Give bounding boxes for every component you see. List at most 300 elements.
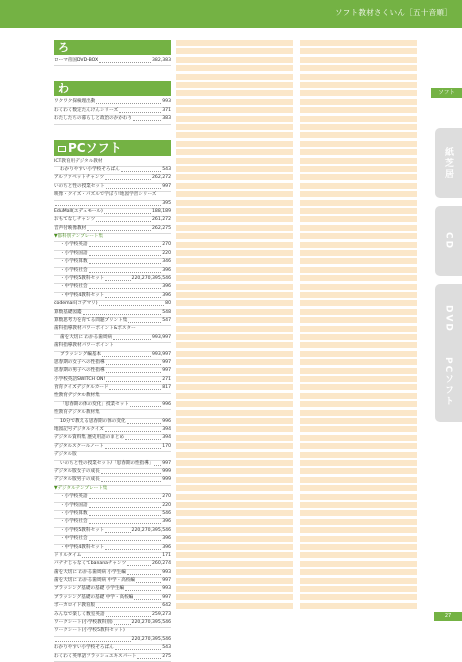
empty-row xyxy=(300,460,417,466)
index-page-ref: 275 xyxy=(162,653,171,659)
empty-row xyxy=(300,334,417,340)
empty-row xyxy=(176,452,293,458)
index-page-ref: 395 xyxy=(162,200,171,206)
index-title: ・中学校4教科セット xyxy=(60,544,105,550)
index-title: ICT教育用デジタル教材 xyxy=(54,158,103,164)
index-page-ref: 396 xyxy=(162,544,171,550)
index-title: バナナじゃなくてbananaチャンツ xyxy=(54,561,127,567)
index-title: 映像・クイズ・パズルで学ぼう!地図学習シリーズ xyxy=(54,192,157,198)
index-title: ・小学校算数 xyxy=(60,510,88,516)
index-page-ref: 997 xyxy=(162,578,171,584)
index-page-ref: 997 xyxy=(162,594,171,600)
empty-row xyxy=(176,502,293,508)
empty-row xyxy=(176,40,293,46)
index-title: わたしたちの暮らしと政治のかかわり xyxy=(54,116,133,122)
empty-row xyxy=(176,225,293,231)
leader-dots xyxy=(106,364,162,365)
empty-row xyxy=(176,586,293,592)
leader-dots xyxy=(105,549,161,550)
page-number: 27 xyxy=(434,612,462,621)
index-page-ref: 993 xyxy=(162,99,171,105)
empty-row xyxy=(176,485,293,491)
empty-row xyxy=(176,494,293,500)
empty-row xyxy=(176,166,293,172)
index-title: 算数基礎図鑑 xyxy=(54,309,82,315)
empty-row xyxy=(176,250,293,256)
index-page-ref: 396 xyxy=(162,267,171,273)
index-title: おもてなしチャンツ xyxy=(54,217,96,223)
empty-row xyxy=(176,82,293,88)
leader-dots xyxy=(89,263,162,264)
empty-row xyxy=(176,468,293,474)
leader-dots xyxy=(106,372,162,373)
empty-row xyxy=(176,174,293,180)
index-column xyxy=(54,40,171,662)
empty-row xyxy=(300,74,417,80)
empty-row xyxy=(300,351,417,357)
empty-row xyxy=(300,200,417,206)
index-title: ワークシート(小学校5教科セット) xyxy=(54,628,125,634)
empty-row xyxy=(300,116,417,122)
empty-row xyxy=(300,536,417,542)
empty-row xyxy=(300,401,417,407)
tab-soft-label: ソフト xyxy=(431,88,462,98)
empty-row xyxy=(176,208,293,214)
tab-kamishibai[interactable]: 紙芝居 xyxy=(435,128,462,198)
empty-column-2 xyxy=(300,40,417,612)
leader-dots xyxy=(119,112,161,113)
leader-dots xyxy=(137,658,161,659)
empty-row xyxy=(300,309,417,315)
leader-dots xyxy=(89,288,162,289)
empty-row xyxy=(176,65,293,71)
empty-row xyxy=(300,594,417,600)
index-title: ・小学校国語 xyxy=(60,502,88,508)
index-page-ref: 396 xyxy=(162,519,171,525)
index-title: みんなで楽しく数室英語 xyxy=(54,611,105,617)
page-title: ソフト教材さくいん［五十音順］ xyxy=(335,8,452,17)
empty-row xyxy=(176,544,293,550)
empty-row xyxy=(300,65,417,71)
index-row xyxy=(54,116,171,124)
empty-row xyxy=(300,208,417,214)
index-title: 思春期の男子への性指導 xyxy=(54,368,105,374)
tab-cd[interactable]: CD xyxy=(435,206,462,276)
index-page-ref: 271 xyxy=(162,376,171,382)
empty-row xyxy=(176,149,293,155)
empty-row xyxy=(176,57,293,63)
index-title: 音声付映像教材 xyxy=(54,225,87,231)
tab-pc-soft[interactable]: PCソフト xyxy=(435,342,462,422)
empty-row xyxy=(300,426,417,432)
empty-row xyxy=(176,359,293,365)
index-title: codemari(コデマリ) xyxy=(54,301,98,307)
leader-dots xyxy=(154,465,161,466)
empty-row xyxy=(176,183,293,189)
empty-row xyxy=(300,82,417,88)
empty-row xyxy=(300,410,417,416)
index-page-ref: 270 xyxy=(162,494,171,500)
index-page-ref: 220 xyxy=(162,250,171,256)
tab-dvd[interactable]: DVD xyxy=(435,284,462,354)
empty-row xyxy=(176,242,293,248)
empty-row xyxy=(300,275,417,281)
empty-row xyxy=(300,166,417,172)
index-page-ref: 371 xyxy=(162,107,171,113)
index-page-ref: 396 xyxy=(162,292,171,298)
index-title: 性教育デジタル教材集 xyxy=(54,410,100,416)
index-page-ref: 999 xyxy=(162,469,171,474)
empty-row xyxy=(300,519,417,525)
leader-dots xyxy=(96,221,151,222)
leader-dots xyxy=(83,314,162,315)
empty-row xyxy=(176,594,293,600)
index-page-ref: 220,270,395,546 xyxy=(131,636,171,642)
empty-row xyxy=(176,426,293,432)
index-page-ref: 543 xyxy=(162,645,171,651)
index-title: ▼デジタルテンプレート集 xyxy=(54,485,108,491)
empty-row xyxy=(176,267,293,273)
index-page-ref: 993 xyxy=(162,569,171,575)
index-title: 性教育デジタル教材集 xyxy=(54,393,100,399)
index-title: 食育クイズデジタルカード xyxy=(54,385,109,391)
empty-row xyxy=(300,502,417,508)
index-page-ref: 999 xyxy=(162,477,171,483)
empty-row xyxy=(300,141,417,147)
index-page-ref: 220,270,395,546 xyxy=(131,527,171,533)
index-title: ブラッシング基礎の基礎 小学生編 xyxy=(54,586,125,592)
leader-dots xyxy=(55,205,161,206)
empty-row xyxy=(300,527,417,533)
index-title: いのちと性の授業セット xyxy=(54,183,105,189)
empty-row xyxy=(300,233,417,239)
index-title: ワークシート(小学校教科別) xyxy=(54,620,113,626)
leader-dots xyxy=(89,507,162,508)
empty-row xyxy=(300,158,417,164)
empty-row xyxy=(176,99,293,105)
empty-row xyxy=(176,216,293,222)
empty-row xyxy=(176,460,293,466)
empty-row xyxy=(300,418,417,424)
empty-row xyxy=(300,250,417,256)
index-page-ref: 996 xyxy=(162,418,171,424)
empty-row xyxy=(300,494,417,500)
index-page-ref: 817 xyxy=(162,385,171,391)
index-page-ref: 997 xyxy=(162,460,171,466)
leader-dots xyxy=(89,540,162,541)
leader-dots xyxy=(96,103,161,104)
empty-row xyxy=(300,107,417,113)
index-page-ref: 394 xyxy=(162,427,171,433)
index-title: ブラッシング編基本 xyxy=(60,351,102,357)
empty-row xyxy=(300,90,417,96)
empty-row xyxy=(300,468,417,474)
index-page-ref: 993,997 xyxy=(152,334,171,340)
index-title: ローマ帝国DVD-BOX xyxy=(54,57,99,63)
empty-row xyxy=(300,40,417,46)
leader-dots xyxy=(127,423,162,424)
index-title: デジタルスクールノート xyxy=(54,443,104,449)
leader-dots xyxy=(105,448,162,449)
empty-row xyxy=(176,326,293,332)
empty-row xyxy=(176,351,293,357)
section-heading-pc-label: PCソフト xyxy=(68,140,122,155)
empty-row xyxy=(300,124,417,130)
index-page-ref: 396 xyxy=(162,536,171,542)
index-title: ・小学校国語 xyxy=(60,250,88,256)
empty-row xyxy=(300,561,417,567)
empty-row xyxy=(300,174,417,180)
empty-row xyxy=(176,141,293,147)
empty-row xyxy=(176,578,293,584)
section-heading-ro: ろ xyxy=(54,40,171,55)
empty-row xyxy=(176,317,293,323)
leader-dots xyxy=(105,431,161,432)
empty-row xyxy=(176,292,293,298)
empty-row xyxy=(176,116,293,122)
index-title: ・中学校4教科セット xyxy=(60,292,105,298)
empty-row xyxy=(176,74,293,80)
empty-row xyxy=(176,275,293,281)
empty-row xyxy=(176,334,293,340)
index-page-ref: 642 xyxy=(162,603,171,609)
empty-row xyxy=(176,410,293,416)
empty-row xyxy=(300,284,417,290)
empty-row xyxy=(176,124,293,130)
empty-row xyxy=(300,569,417,575)
leader-dots xyxy=(89,523,162,524)
index-page-ref: 270 xyxy=(162,242,171,248)
index-title: ・中学校社会 xyxy=(60,284,88,290)
index-title: ブラッシング基礎の基礎 中学・高校編 xyxy=(54,594,134,600)
index-page-ref: 188,189 xyxy=(152,208,171,214)
empty-row xyxy=(300,183,417,189)
empty-row xyxy=(300,485,417,491)
empty-row xyxy=(300,384,417,390)
empty-row xyxy=(176,48,293,54)
index-title: ・小学校英語 xyxy=(60,242,88,248)
empty-row xyxy=(176,435,293,441)
index-title: 歯を大切に わかる歯周病 xyxy=(60,334,112,340)
empty-row xyxy=(176,158,293,164)
empty-row xyxy=(176,569,293,575)
leader-dots xyxy=(128,322,161,323)
empty-row xyxy=(300,317,417,323)
empty-row xyxy=(300,191,417,197)
empty-row xyxy=(300,326,417,332)
index-page-ref: 382,383 xyxy=(152,57,171,63)
index-page-ref: 346 xyxy=(162,259,171,265)
empty-row xyxy=(300,258,417,264)
empty-row xyxy=(300,443,417,449)
pc-icon xyxy=(58,146,66,152)
empty-row xyxy=(300,242,417,248)
index-title: ドリルタイム xyxy=(54,552,82,558)
index-title: わかりやすい小学校そろばん xyxy=(60,166,120,172)
empty-row xyxy=(300,149,417,155)
index-title: ・中学校社会 xyxy=(60,536,88,542)
index-title: わくわく英単語フラッシュエキスパート xyxy=(54,653,137,659)
index-page-ref: 547 xyxy=(162,317,171,323)
empty-row xyxy=(176,107,293,113)
empty-row xyxy=(176,552,293,558)
leader-dots xyxy=(102,356,151,357)
leader-dots xyxy=(89,255,162,256)
empty-row xyxy=(300,48,417,54)
index-title: ・小学校5教科セット xyxy=(60,527,105,533)
leader-dots xyxy=(105,179,151,180)
list-ro xyxy=(54,58,171,66)
index-page-ref: 220 xyxy=(162,502,171,508)
index-title: わかりやすい小学校そろばん xyxy=(54,645,114,651)
empty-row xyxy=(300,57,417,63)
empty-row xyxy=(176,603,293,609)
index-title: EduMall(エデュモール) xyxy=(54,208,103,214)
index-title: 10分で教える思春期の体の変化 xyxy=(60,418,126,424)
leader-dots xyxy=(125,439,161,440)
empty-row xyxy=(176,368,293,374)
empty-row xyxy=(176,284,293,290)
empty-row xyxy=(176,510,293,516)
section-heading-wa: わ xyxy=(54,81,171,96)
leader-dots xyxy=(99,62,151,63)
index-title: ・小学校算数 xyxy=(60,259,88,265)
index-row xyxy=(54,192,171,200)
index-page-ref: 993 xyxy=(162,586,171,592)
empty-row xyxy=(300,435,417,441)
leader-dots xyxy=(104,213,151,214)
empty-row xyxy=(300,477,417,483)
index-title: ボーカロイド教育版 xyxy=(54,603,96,609)
empty-row xyxy=(300,342,417,348)
leader-dots xyxy=(130,406,161,407)
index-title: ▼都科別テンプレート集 xyxy=(54,234,104,240)
leader-dots xyxy=(89,498,162,499)
index-page-ref: 993,997 xyxy=(152,351,171,357)
index-page-ref: 261,272 xyxy=(152,217,171,223)
index-page-ref: 546 xyxy=(162,510,171,516)
empty-row xyxy=(300,544,417,550)
empty-row xyxy=(300,376,417,382)
index-page-ref: 996 xyxy=(162,401,171,407)
empty-row xyxy=(176,233,293,239)
empty-row xyxy=(300,216,417,222)
section-heading-pc xyxy=(54,140,171,156)
empty-row xyxy=(300,393,417,399)
empty-row xyxy=(300,99,417,105)
index-row xyxy=(54,654,171,662)
index-page-ref: 259,273 xyxy=(152,611,171,617)
index-page-ref: 260,274 xyxy=(152,561,171,567)
index-title: ・小学校社会 xyxy=(60,267,88,273)
empty-row xyxy=(176,384,293,390)
empty-row xyxy=(176,191,293,197)
empty-row xyxy=(176,309,293,315)
index-page-ref: 220,270,395,546 xyxy=(131,620,171,626)
leader-dots xyxy=(125,590,161,591)
index-page-ref: 394 xyxy=(162,435,171,441)
index-page-ref: 543 xyxy=(162,166,171,172)
header-bar xyxy=(0,0,462,28)
index-title: いのちと性の授業セット/「思春期の性指導」 xyxy=(60,460,154,466)
index-page-ref: 997 xyxy=(162,183,171,189)
empty-row xyxy=(176,401,293,407)
empty-row xyxy=(300,603,417,609)
index-title: ・小学校5教科セット xyxy=(60,276,105,282)
index-page-ref: 396 xyxy=(162,284,171,290)
index-title: デジタル版女子の成長 xyxy=(54,469,100,474)
empty-row xyxy=(176,342,293,348)
index-title: デジタル版 xyxy=(54,452,77,458)
empty-row xyxy=(300,300,417,306)
empty-columns xyxy=(176,40,424,612)
leader-dots xyxy=(105,280,130,281)
leader-dots xyxy=(99,305,165,306)
index-row xyxy=(54,58,171,66)
leader-dots xyxy=(121,171,161,172)
index-title: 小学校英語SWITCH ON! xyxy=(54,376,106,382)
leader-dots xyxy=(96,607,161,608)
leader-dots xyxy=(127,565,151,566)
list-pc xyxy=(54,159,171,662)
index-title: 思春期の女子への性指導 xyxy=(54,359,105,365)
empty-row xyxy=(300,452,417,458)
empty-row xyxy=(176,132,293,138)
index-page-ref: 997 xyxy=(162,368,171,374)
leader-dots xyxy=(101,481,162,482)
empty-row xyxy=(176,527,293,533)
leader-dots xyxy=(106,616,151,617)
empty-row xyxy=(176,519,293,525)
empty-row xyxy=(300,292,417,298)
empty-row xyxy=(176,200,293,206)
index-page-ref: 80 xyxy=(165,301,171,307)
index-title: わくわく数定たんけんシリーズ xyxy=(54,107,119,113)
index-title: アルファベットチャンツ xyxy=(54,175,105,181)
empty-row xyxy=(300,552,417,558)
leader-dots xyxy=(106,188,162,189)
index-title: ・小学校社会 xyxy=(60,519,88,525)
empty-row xyxy=(176,258,293,264)
leader-dots xyxy=(105,532,130,533)
index-page-ref: 262,272 xyxy=(152,175,171,181)
empty-row xyxy=(300,578,417,584)
empty-row xyxy=(176,393,293,399)
leader-dots xyxy=(134,599,161,600)
index-page-ref: 170 xyxy=(162,443,171,449)
leader-dots xyxy=(106,381,161,382)
index-page-ref: 997 xyxy=(162,359,171,365)
index-title: 歯を大切に わかる歯周病 中学・高校編 xyxy=(54,578,136,584)
leader-dots xyxy=(113,339,151,340)
leader-dots xyxy=(101,473,162,474)
index-page-ref: 220,270,395,546 xyxy=(131,276,171,282)
index-title: 「思春期の体の変化」授業セット xyxy=(60,401,129,407)
leader-dots xyxy=(55,641,131,642)
empty-row xyxy=(300,225,417,231)
index-title: 地図記号デジタルクイズ xyxy=(54,427,104,433)
index-page-ref: 262,275 xyxy=(152,225,171,231)
index-title: ・小学校英語 xyxy=(60,494,88,500)
index-title: 算数思考力を育てる問題プリント集 xyxy=(54,317,128,323)
empty-row xyxy=(176,90,293,96)
leader-dots xyxy=(114,624,131,625)
index-page-ref: 171 xyxy=(162,552,171,558)
index-title: デジタル版男子の成長 xyxy=(54,477,100,483)
leader-dots xyxy=(89,246,162,247)
empty-row xyxy=(176,443,293,449)
leader-dots xyxy=(87,230,151,231)
